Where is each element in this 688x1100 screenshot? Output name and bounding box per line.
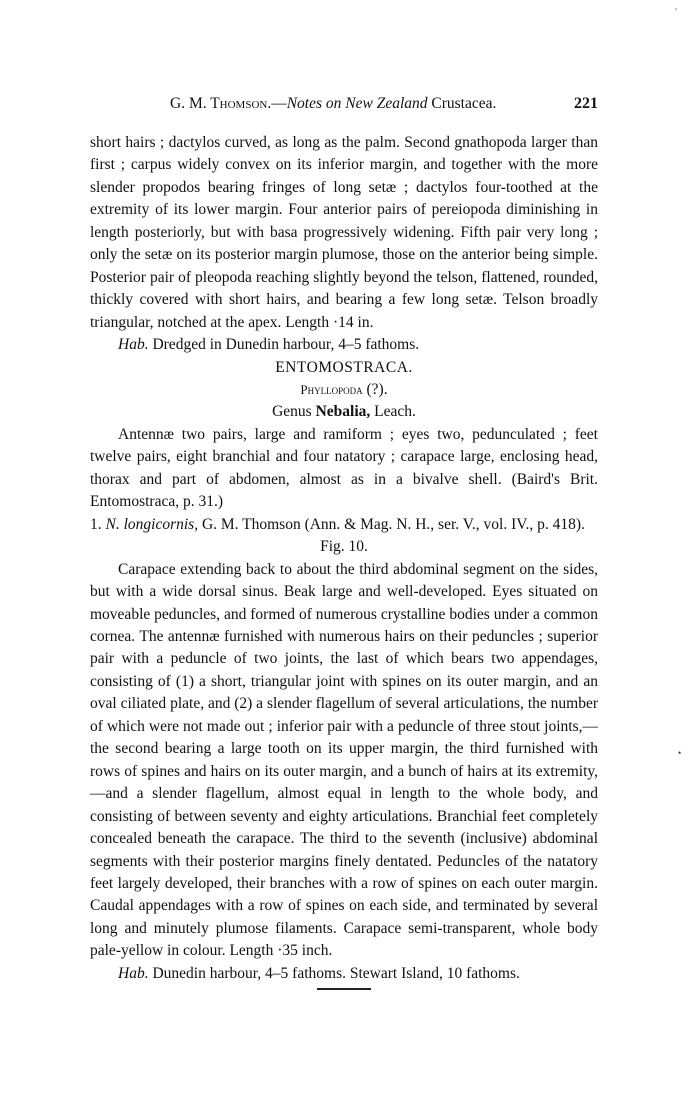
genus-description: Antennæ two pairs, large and ramiform ; eyes two, pedunculated ; feet twelve pairs, eight branchial and four natatory ; carapace large, enclosing head, thorax and part of abdomen, almost as in a bivalve shell. (Baird's Brit. Entomostraca, p. 31.) [90, 425, 598, 511]
habitat-line-2 [90, 963, 598, 985]
habitat-label: Hab. [118, 336, 149, 354]
header-title-italic: Notes on New Zealand [286, 95, 428, 112]
subtitle-order: Phyllopoda [300, 381, 363, 397]
genus-prefix: Genus [272, 403, 312, 421]
closing-rule [317, 988, 371, 990]
margin-speck: ′ [675, 6, 678, 18]
running-title [170, 95, 496, 113]
habitat-label-2: Hab. [118, 964, 149, 982]
species-number: 1. [90, 515, 102, 533]
header-title-end: Crustacea. [431, 95, 497, 112]
subtitle-query: (?). [366, 380, 388, 398]
habitat-line-1 [90, 334, 598, 356]
habitat-text-2: Dunedin harbour, 4–5 fathoms. Stewart Island, 10 fathoms. [152, 964, 520, 982]
species-citation-text: G. M. Thomson (Ann. & Mag. N. H., ser. V., vol. IV., p. 418). [201, 515, 585, 533]
habitat-text: Dredged in Dunedin harbour, 4–5 fathoms. [152, 336, 420, 354]
header-author: G. M. Thomson. [170, 95, 272, 112]
margin-dot: • [678, 748, 682, 758]
continuation-paragraph: short hairs ; dactylos curved, as long as the palm. Second gnathopoda larger than first ; carpus widely convex on its inferior margin, and together with the more slender propodos bearing fringes of long setæ ; dactylos four-toothed at the extremity of its lower margin. Four anterior pairs of pereiopoda diminishing in length posteriorly, but with basa progressively widening. Fifth pair very long ; only the setæ on its posterior margin plumose, those on the anterior being simple. Posterior pair of pleopoda reaching slightly beyond the telson, flattened, rounded, thickly covered with short hairs, and bearing a few long setæ. Telson broadly triangular, notched at the apex. Length ·14 in. [90, 134, 598, 331]
species-description: Carapace extending back to about the third abdominal segment on the sides, but with a wide dorsal sinus. Beak large and well-developed. Eyes situated on moveable peduncles, and formed of numerous crystalline bodies under a common cornea. The antennæ furnished with numerous hairs on their peduncles ; superior pair with a peduncle of two joints, the last of which bears two appendages, consisting of (1) a short, triangular joint with spines on its outer margin, and an oval ciliated plate, and (2) a slender flagellum of several articulations, the number of which were not made out ; inferior pair with a peduncle of three stout joints,—the second bearing a large tooth on its upper margin, the third furnished with rows of spines and hairs on its outer margin, and a bunch of hairs at its extremity,—and a slender flagellum, almost equal in length to the whole body, and consisting of between seventy and eighty articulations. Branchial feet completely concealed beneath the carapace. The third to the seventh (inclusive) abdominal segments with their posterior margins finely dentated. Peduncles of the natatory feet largely developed, their branches with a row of spines on each outer margin. Caudal appendages with a row of spines on each side, and terminated by several long and minutely plumose filaments. Carapace semi-transparent, whole body pale-yellow in colour. Length ·35 inch. [90, 560, 598, 960]
section-title: ENTOMOSTRACA. [275, 358, 413, 376]
page-body [90, 132, 598, 985]
genus-heading [90, 401, 598, 423]
genus-name: Nebalia, [315, 403, 371, 421]
section-subtitle [90, 379, 598, 401]
figure-reference: Fig. 10. [320, 538, 368, 556]
species-name: N. longicornis, [105, 515, 199, 533]
header-dash: — [271, 95, 287, 112]
species-citation [90, 514, 598, 536]
genus-author: Leach. [374, 403, 416, 421]
running-header [90, 95, 598, 115]
page-number: 221 [574, 95, 598, 112]
